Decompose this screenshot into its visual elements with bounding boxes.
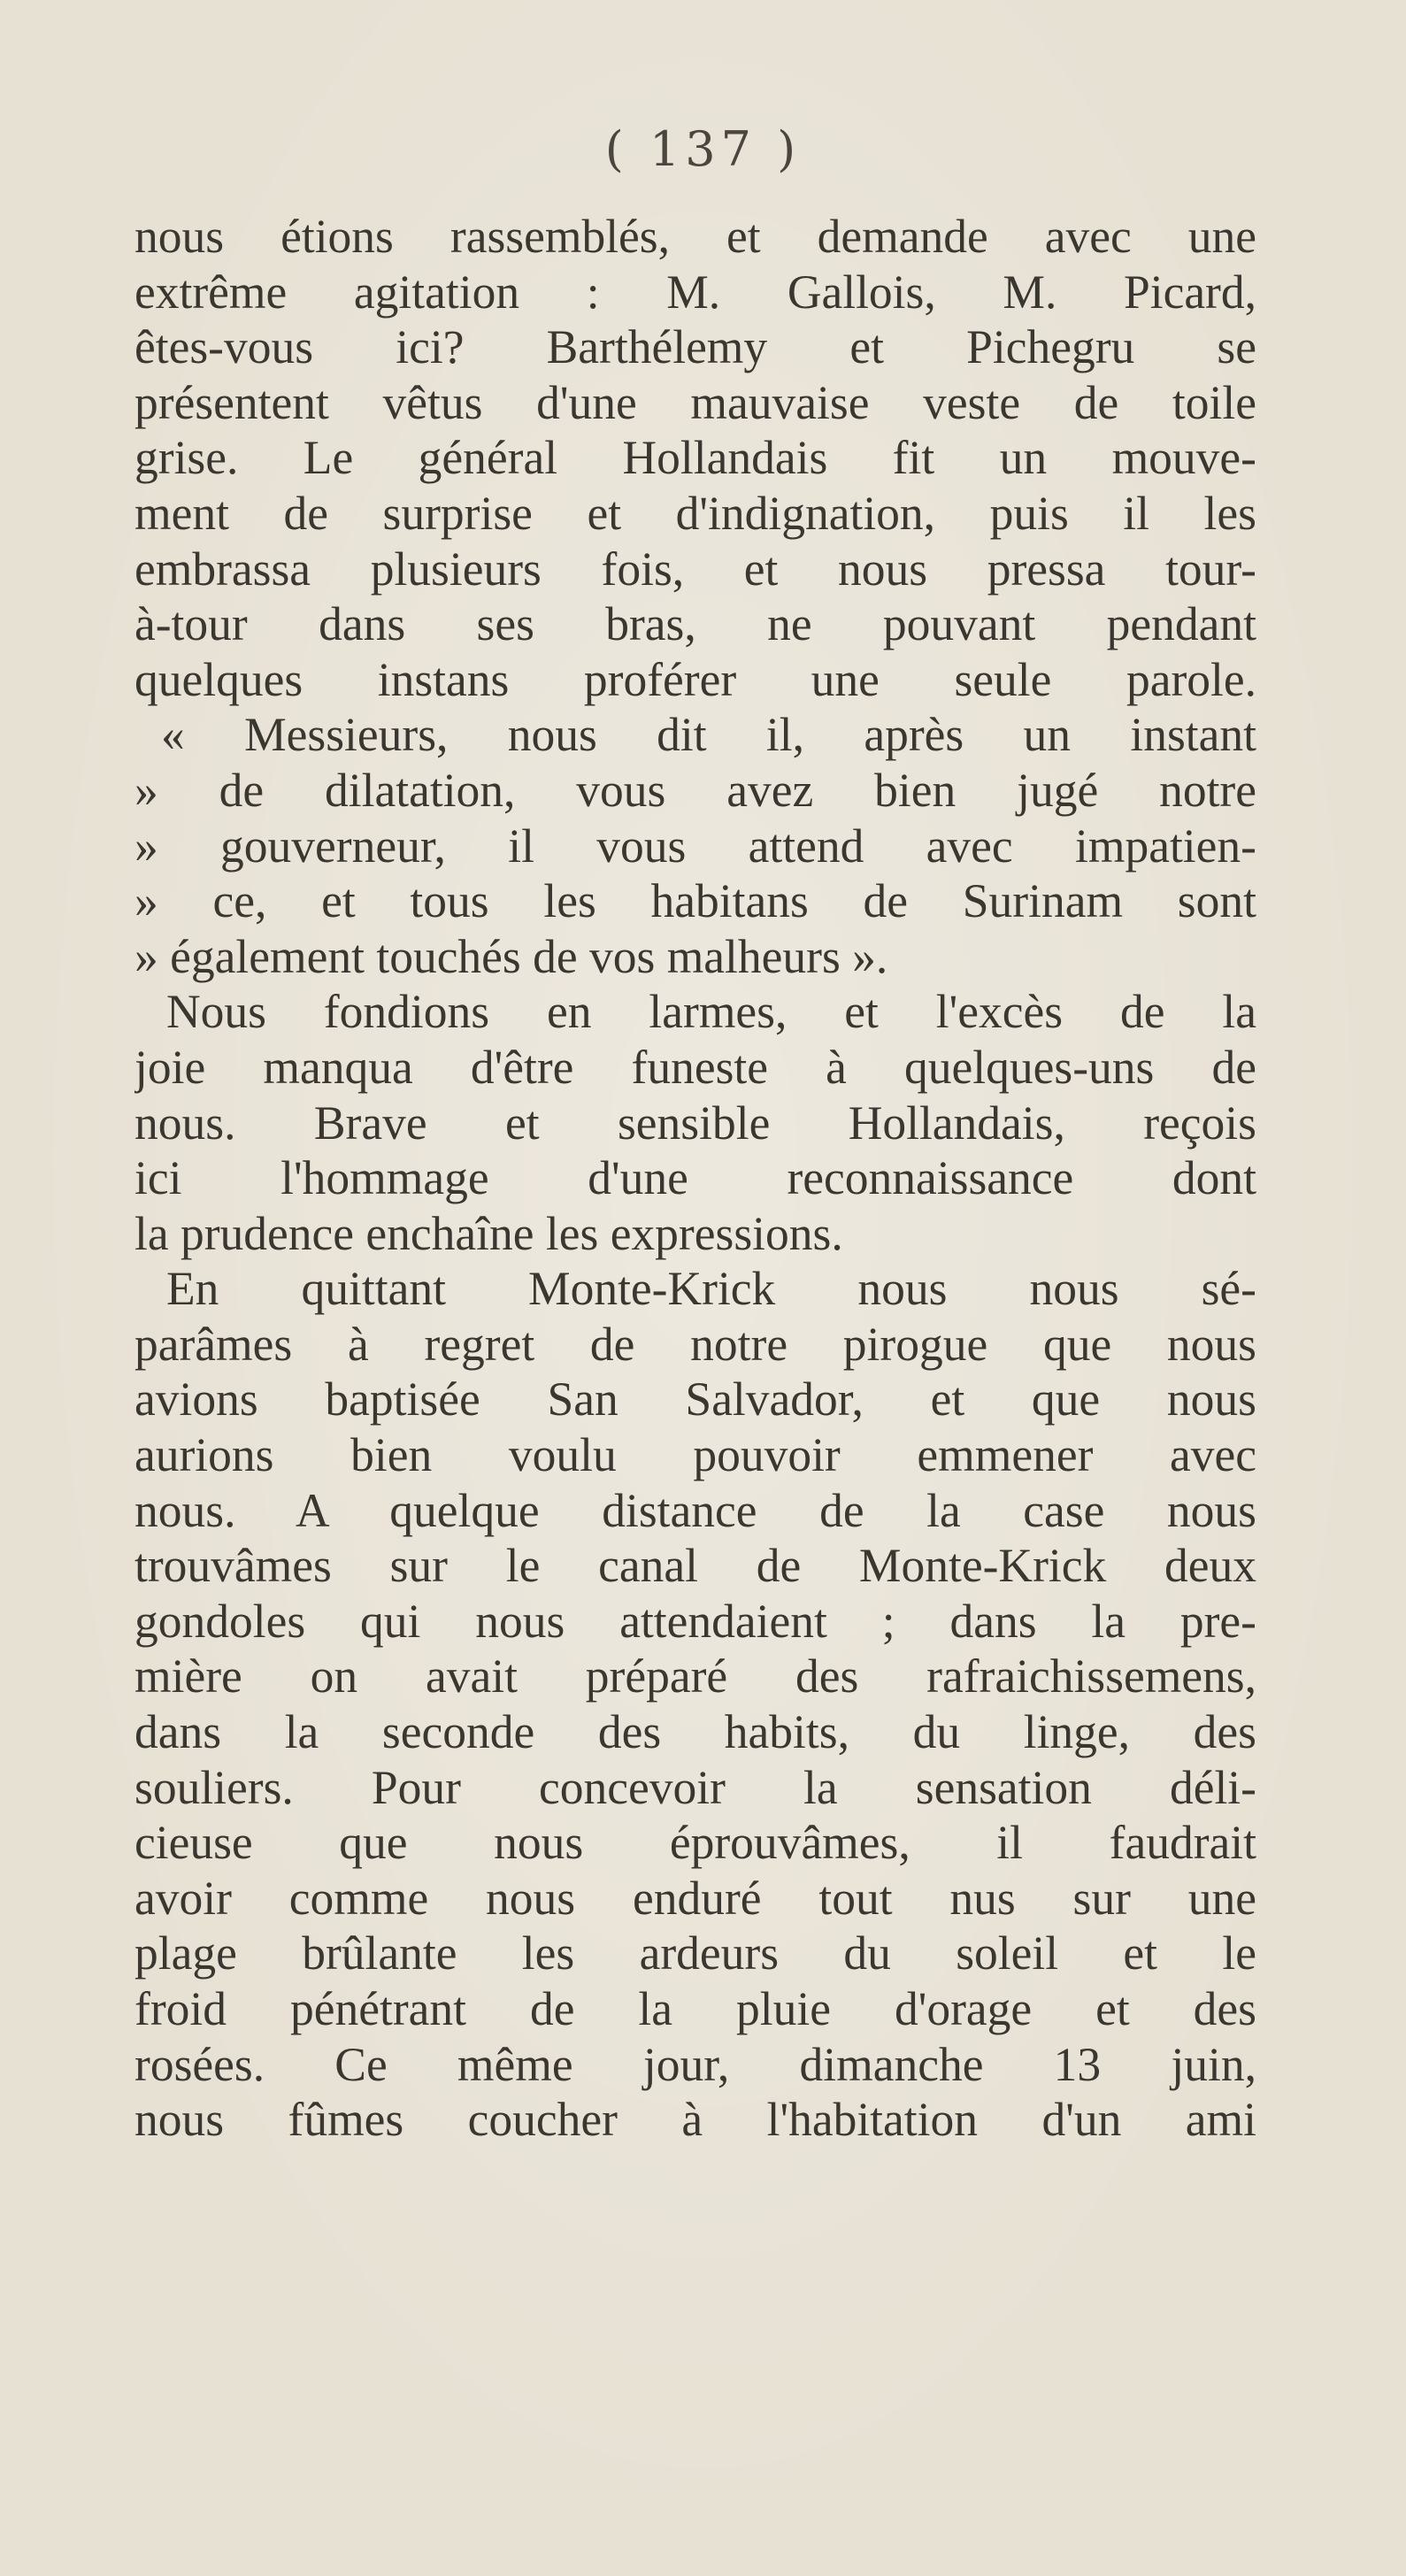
text-line: trouvâmes sur le canal de Monte-Krick deux xyxy=(134,1539,1256,1593)
text-line: En quittant Monte-Krick nous nous sé- xyxy=(166,1262,1256,1316)
page-number: ( 137 ) xyxy=(604,121,802,177)
text-line: joie manqua d'être funeste à quelques-uns de xyxy=(134,1040,1256,1094)
text-line: aurions bien voulu pouvoir emmener avec xyxy=(134,1428,1256,1482)
text-line: « Messieurs, nous dit il, après un instant xyxy=(161,708,1256,762)
text-line: froid pénétrant de la pluie d'orage et des xyxy=(134,1982,1256,2035)
text-line: » ce, et tous les habitans de Surinam sont xyxy=(134,874,1256,928)
text-line: êtes-vous ici? Barthélemy et Pichegru se xyxy=(134,320,1256,374)
text-line: embrassa plusieurs fois, et nous pressa tour- xyxy=(134,542,1256,596)
text-line: ici l'hommage d'une reconnaissance dont xyxy=(134,1151,1256,1205)
text-line: » de dilatation, vous avez bien jugé notre xyxy=(134,763,1256,817)
text-line: mière on avait préparé des rafraichissemens, xyxy=(134,1649,1256,1703)
text-line: cieuse que nous éprouvâmes, il faudrait xyxy=(134,1816,1256,1870)
text-line: Nous fondions en larmes, et l'excès de la xyxy=(166,985,1256,1039)
text-line: rosées. Ce même jour, dimanche 13 juin, xyxy=(134,2037,1256,2091)
text-line: avoir comme nous enduré tout nus sur une xyxy=(134,1871,1256,1925)
text-line: souliers. Pour concevoir la sensation déli- xyxy=(134,1760,1256,1814)
text-line: plage brûlante les ardeurs du soleil et le xyxy=(134,1926,1256,1980)
text-line: à-tour dans ses bras, ne pouvant pendant xyxy=(134,597,1256,651)
text-line: ment de surprise et d'indignation, puis il les xyxy=(134,486,1256,540)
text-line: grise. Le général Hollandais fit un mouve- xyxy=(134,431,1256,485)
text-line: la prudence enchaîne les expressions. xyxy=(134,1206,843,1260)
text-line: parâmes à regret de notre pirogue que nous xyxy=(134,1317,1256,1371)
text-line: dans la seconde des habits, du linge, des xyxy=(134,1705,1256,1759)
text-line: quelques instans proférer une seule parole. xyxy=(134,652,1256,706)
text-line: avions baptisée San Salvador, et que nous xyxy=(134,1373,1256,1426)
text-line: » gouverneur, il vous attend avec impatien- xyxy=(134,819,1256,873)
text-line: » également touchés de vos malheurs ». xyxy=(134,929,888,983)
text-line: nous fûmes coucher à l'habitation d'un ami xyxy=(134,2093,1256,2147)
body-text xyxy=(134,209,1256,2148)
text-line: nous. A quelque distance de la case nous xyxy=(134,1483,1256,1537)
text-line: nous étions rassemblés, et demande avec une xyxy=(134,210,1256,263)
text-line: extrême agitation : M. Gallois, M. Picard, xyxy=(134,265,1256,319)
text-line: présentent vêtus d'une mauvaise veste de toile xyxy=(134,375,1256,429)
text-line: gondoles qui nous attendaient ; dans la pre- xyxy=(134,1594,1256,1648)
text-line: nous. Brave et sensible Hollandais, reçois xyxy=(134,1096,1256,1150)
